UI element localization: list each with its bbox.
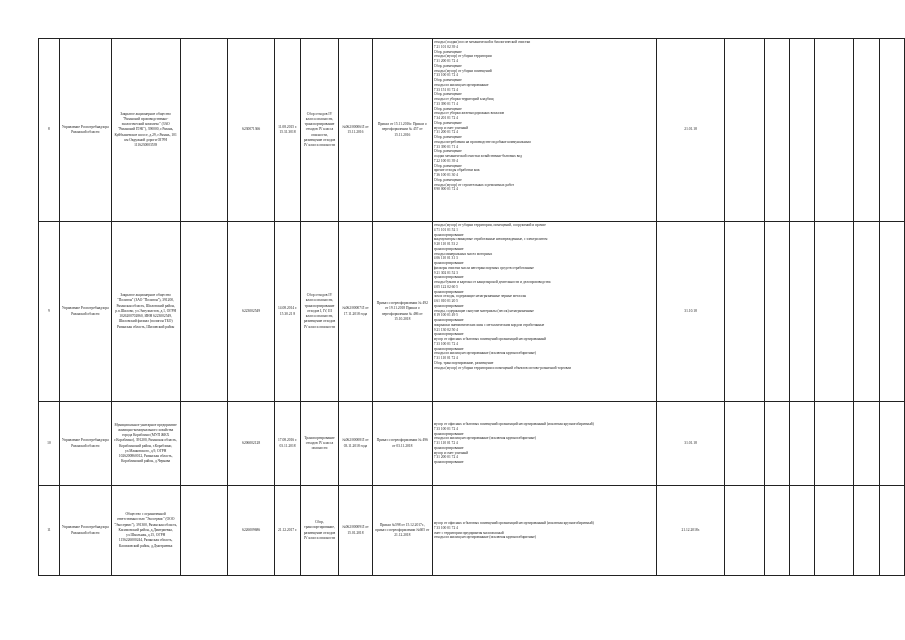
licensing-authority: Управление Роспотребнадзора Рязанской области <box>59 39 111 222</box>
empty-cell <box>789 402 815 486</box>
empty-cell <box>764 222 789 402</box>
empty-cell <box>880 402 905 486</box>
license-date: 11.08.2015 г. 15.31.3018 <box>275 39 301 222</box>
empty-cell <box>180 222 228 402</box>
empty-cell <box>789 222 815 402</box>
license-basis: Приказ о переоформлении № 496 от 03.11.2018 <box>372 402 432 486</box>
licensed-activities: Транспортирование отходов IV класса опасности <box>301 402 339 486</box>
row-number: 10 <box>39 402 60 486</box>
decision-number: №062/00008/Л от 03.11.2018 года <box>338 402 372 486</box>
empty-cell <box>764 402 789 486</box>
table-row <box>39 222 905 402</box>
inn: 6230071366 <box>228 39 275 222</box>
empty-cell <box>815 222 854 402</box>
license-date: 14.08.2014 г. 15.30.21 8 <box>275 222 301 402</box>
empty-cell <box>789 486 815 576</box>
row-number: 8 <box>39 39 60 222</box>
licensing-authority: Управление Роспотребнадзора Рязанской области <box>59 222 111 402</box>
license-holder: Закрытое акционерное общество "Полигон" (ЗАО "Полигон"), 391200, Рязанская область, Шиловский район, р.п.Шилово, ул.Энтузиастов, д.1, ОГРН 1026200702860, ИНН 6223002549, Шиловский филиал (полигон ТБО) Рязанская область, Шиловский район <box>111 222 180 402</box>
waste-types-list: отходы (осадки) после механической и биологической очистки 7 21 101 02 39 4 Сбор, размещение отходы (мусор) от уборки территории 7 31 200 01 72 4 Сбор, размещение отходы (мусор) от уборки помещений 7 33 100 01 72 4 Сбор, размещение отходы из жилищ несортированные 7 33 151 01 72 4 Сбор, размещение отходы от уборки территорий кладбищ 7 33 390 01 71 4 Сбор, размещение отходы от уборки железнодорожных вокзалов 7 34 201 01 72 4 Сбор, размещение мусор и смет уличный 7 31 200 01 72 4 Сбор, размещение отходы потребления на производстве подобные коммунальным 7 33 390 01 71 4 Сбор, размещение осадки механической очистки хозяйственно-бытовых вод 7 22 100 01 39 4 Сбор, размещение прочие отходы обработки кож 7 36 100 01 30 4 Сбор, размещение отходы (мусор) от строительных и ремонтных работ 8 90 000 01 72 4 <box>432 39 657 222</box>
empty-cell <box>764 486 789 576</box>
expiry-date: 21.12.2018г. <box>657 486 725 576</box>
empty-cell <box>764 39 789 222</box>
table-row <box>39 402 905 486</box>
empty-cell <box>724 222 764 402</box>
waste-types-list: отходы (мусор) от уборки территории, помещений, сооружений и прочие 4 71 101 01 52 1 транспортирование аккумуляторы свинцовые отработанные неповрежденные, с электролитом 9 20 110 01 53 2 транспортирование отходы минеральных масел моторных 4 06 110 01 31 3 транспортирование фильтры очистки масла автотранспортных средств отработанные 9 21 302 01 52 3 транспортирование отходы бумаги и картона от канцелярской деятельности и делопроизводства 4 05 122 02 60 5 транспортирование лом и отходы, содержащие незагрязненные черные металлы 4 61 010 01 20 5 транспортирование отходы, содержащие сыпучие материалы (песок) незагрязненные 8 19 100 01 49 5 транспортирование покрышки пневматических шин с металлическим кордом отработанные 9 21 130 02 50 4 транспортирование мусор от офисных и бытовых помещений организаций несортированный 7 33 100 01 72 4 транспортирование отходы из жилищ несортированные (исключая крупногабаритные) 7 31 110 01 72 4 Сбор, транспортирование, размещение отходы (мусор) от уборки территории и помещений объектов оптово-розничной торговли <box>432 222 657 402</box>
empty-cell <box>880 39 905 222</box>
waste-types-list: мусор от офисных и бытовых помещений организаций несортированный (исключая крупногабаритный) 7 33 100 01 72 4 смет с территории предприятия малоопасный отходы из жилищ несортированные (исключая крупногабаритные) <box>432 486 657 576</box>
license-holder: Общество с ограниченной ответственностью "Экосервис" (ООО "Экосервис"), 391300, Рязанская область, Касимовский район, д.Дмитриевка, ул.Школьная, д.15, ОГРН 1156226000244, Рязанская область, Касимовский район, д.Дмитриевка <box>111 486 180 576</box>
decision-number: №062/00009/Л от 15.01.2018 <box>338 486 372 576</box>
row-number: 11 <box>39 486 60 576</box>
license-holder: Закрытое акционерное общество "Рязанский производственно-экологический комплекс" (ЗАО "Рязанский ПЭК"), 390000, г.Рязань, Куйбышевское шоссе, д.29, г.Рязань, 101 км Окружной дороги ОГРН 1116230003539 <box>111 39 180 222</box>
empty-cell <box>880 486 905 576</box>
expiry-date: 31.01.18 <box>657 402 725 486</box>
licensed-activities: Сбор, транспортирование, размещение отходов IV класса опасности <box>301 486 339 576</box>
licensing-authority: Управление Роспотребнадзора Рязанской области <box>59 402 111 486</box>
empty-cell <box>180 39 228 222</box>
license-basis: Приказ о переоформлении № 492 от 19.11.2018 Приказ о переоформлении № 486 от 15.10.2018 <box>372 222 432 402</box>
expiry-date: 21.01.18 <box>657 39 725 222</box>
empty-cell <box>854 402 880 486</box>
license-basis: Приказ от 15.11.2016г. Приказ о переоформлении № 457 от 15.11.2016 <box>372 39 432 222</box>
row-number: 9 <box>39 222 60 402</box>
license-registry-table <box>38 38 905 576</box>
empty-cell <box>854 222 880 402</box>
license-date: 17.08.2016 г. 03.11.2018 <box>275 402 301 486</box>
empty-cell <box>724 402 764 486</box>
license-date: 21.12.2017 г. <box>275 486 301 576</box>
license-holder: Муниципальное унитарное предприятие жилищно-коммунального хозяйства города Кораблино (МУП ЖКХ г.Кораблино), 391200, Рязанская область, Кораблинский район, г.Кораблино, ул.Маяковского, д.9, ОГРН 1026200860012, Рязанская область, Кораблинский район, д.Чернава <box>111 402 180 486</box>
empty-cell <box>815 402 854 486</box>
empty-cell <box>815 39 854 222</box>
empty-cell <box>880 222 905 402</box>
empty-cell <box>854 39 880 222</box>
empty-cell <box>180 402 228 486</box>
empty-cell <box>789 39 815 222</box>
empty-cell <box>724 39 764 222</box>
licensing-authority: Управление Роспотребнадзора Рязанской области <box>59 486 111 576</box>
table-row <box>39 486 905 576</box>
licensed-activities: Сбор отходов IV класса опасности, транспортирование отходов I, IV, III класса опасности, размещение отходов IV класса опасности <box>301 222 339 402</box>
inn: 6206002128 <box>228 402 275 486</box>
inn: 6223002549 <box>228 222 275 402</box>
table-row <box>39 39 905 222</box>
decision-number: №062/00006/Л от 15.11.2016 <box>338 39 372 222</box>
inn: 6226009686 <box>228 486 275 576</box>
licensed-activities: Сбор отходов IV класса опасности, транспортирование отходов IV класса опасности, размещение отходов IV класса опасности <box>301 39 339 222</box>
empty-cell <box>815 486 854 576</box>
empty-cell <box>180 486 228 576</box>
decision-number: №062/00007/Л от 17.11.2018 года <box>338 222 372 402</box>
waste-types-list: мусор от офисных и бытовых помещений организаций несортированный (исключая крупногабаритный) 7 33 100 01 72 4 транспортирование отходы из жилищ несортированные (исключая крупногабаритные) 7 31 110 01 72 4 транспортирование мусор и смет уличный 7 31 200 01 72 4 транспортирование <box>432 402 657 486</box>
license-basis: Приказ №598 от 15.12.2017г., приказ о переоформлении №605 от 21.12.2018 <box>372 486 432 576</box>
expiry-date: 31.10.18 <box>657 222 725 402</box>
empty-cell <box>724 486 764 576</box>
empty-cell <box>854 486 880 576</box>
